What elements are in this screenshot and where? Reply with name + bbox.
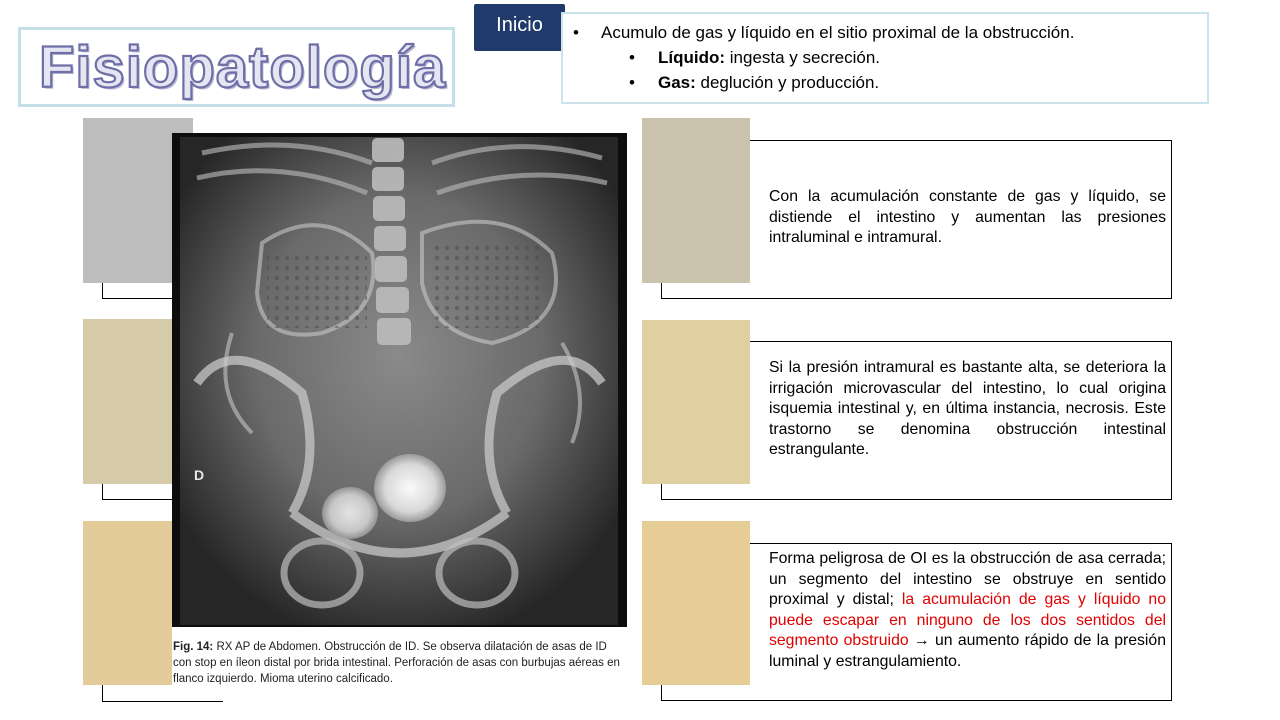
xray-figure (172, 133, 627, 688)
note-item-label: Gas: (658, 73, 696, 92)
figure-caption (173, 639, 625, 687)
note-item-text: ingesta y secreción. (725, 48, 880, 67)
note-item-text: deglución y producción. (695, 73, 880, 92)
step-color-block-1 (642, 118, 750, 283)
caption-text: RX AP de Abdomen. Obstrucción de ID. Se observa dilatación de asas de ID con stop en íleon distal por brida intestinal. Perforación de asas con burbujas aéreas en flanco izquierdo. Mioma uterino calcificado. (173, 641, 620, 685)
step-color-block-2 (642, 320, 750, 484)
caption-label: Fig. 14: (173, 641, 214, 653)
step-text-3-intro: Forma peligrosa de OI es la obstrucción de asa cerrada; un segmento del intestino se obstruye en sentido proximal y distal; (769, 550, 1166, 609)
step-text-3-outro: un aumento rápido de la presión luminal y estrangulamiento. (769, 632, 1167, 670)
page-title: Fisiopatología (39, 35, 447, 100)
note-main-bullet: • Acumulo de gas y líquido en el sitio proximal de la obstrucción. (573, 20, 1197, 45)
step-text-1: Con la acumulación constante de gas y líquido, se distiende el intestino y aumentan las presiones intraluminal e intramural. (769, 188, 1166, 247)
right-arrow-icon: → (913, 632, 930, 650)
title-box (18, 27, 455, 107)
note-item-liquido (573, 45, 1197, 70)
step-text-3-highlight: la acumulación de gas y líquido no puede escapar en ninguno de los dos sentidos del segmento obstruido (769, 591, 1166, 650)
note-item-label: Líquido: (658, 48, 726, 67)
step-text-3 (769, 549, 1166, 673)
step-text-2: Si la presión intramural es bastante alta, se deteriora la irrigación microvascular del intestino, lo cual origina isquemia intestinal y, en última instancia, necrosis. Este trastorno se denomina obstrucción intestinal estrangulante. (769, 359, 1166, 459)
note-item-gas (573, 70, 1197, 95)
step-color-block-3 (642, 521, 750, 685)
inicio-button[interactable]: Inicio (474, 4, 565, 51)
abdominal-xray-image (172, 133, 627, 627)
xray-side-marker: D (194, 467, 205, 483)
summary-note (561, 12, 1209, 104)
